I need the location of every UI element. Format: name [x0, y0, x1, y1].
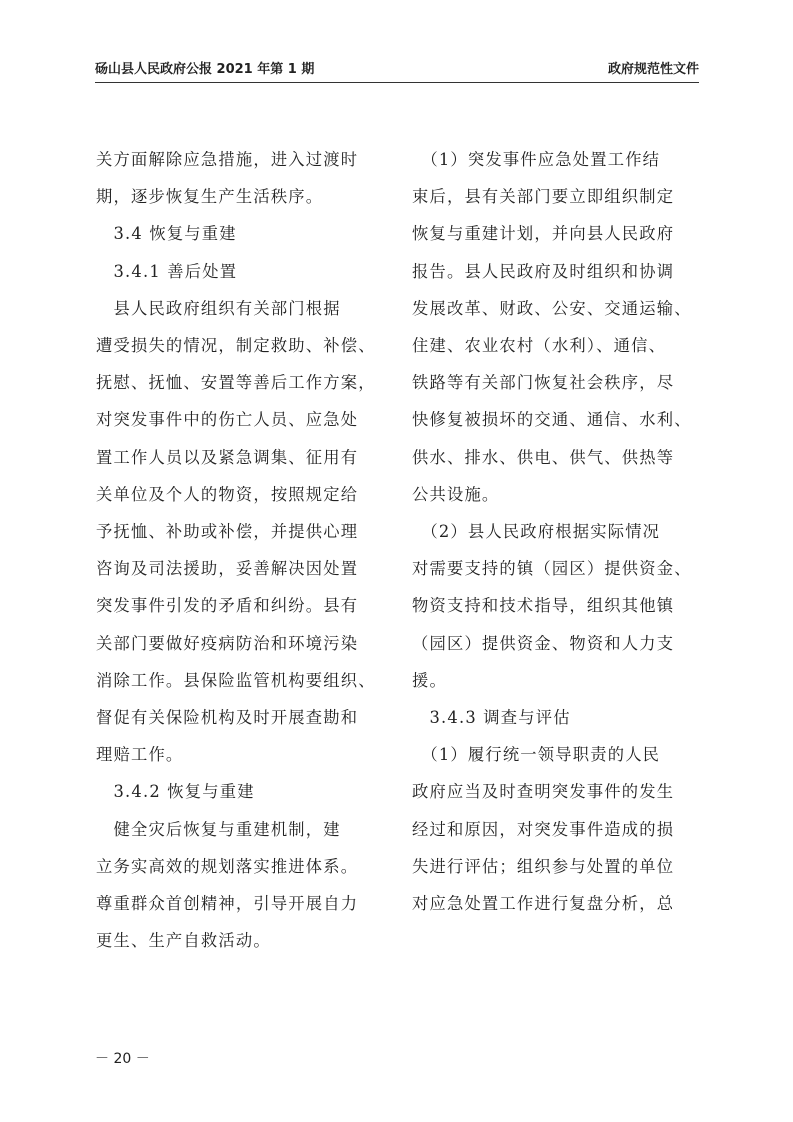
- text-line: 关部门要做好疫病防治和环境污染: [96, 633, 359, 653]
- text-line: 遭受损失的情况，制定救助、补偿、: [96, 336, 376, 356]
- text-line: 抚慰、抚恤、安置等善后工作方案，: [96, 373, 376, 393]
- section-title: 政府规范性文件: [607, 62, 699, 77]
- text-line: 住建、农业农村（水利）、通信、: [412, 336, 667, 356]
- page-number: － 20 －: [95, 1051, 150, 1067]
- text-line: 予抚恤、补助或补偿，并提供心理: [96, 522, 359, 542]
- text-line: 对突发事件中的伤亡人员、应急处: [96, 410, 359, 430]
- text-line: 援。: [412, 670, 447, 690]
- text-line: 咨询及司法援助，妥善解决因处置: [96, 559, 359, 579]
- text-line: 督促有关保险机构及时开展查勘和: [96, 708, 359, 728]
- text-line: 恢复与重建计划，并向县人民政府: [412, 224, 675, 244]
- text-line: 铁路等有关部门恢复社会秩序，尽: [412, 373, 675, 393]
- text-line: 消除工作。县保险监管机构要组织、: [96, 670, 376, 690]
- left-column: [96, 141, 386, 959]
- text-line: 更生、生产自救活动。: [96, 931, 271, 951]
- subsection-heading: 3.4.1 善后处置: [96, 261, 238, 281]
- text-line: 供水、排水、供电、供气、供热等: [412, 447, 675, 467]
- text-line: 对需要支持的镇（园区）提供资金、: [412, 559, 692, 579]
- text-line: 置工作人员以及紧急调集、征用有: [96, 447, 359, 467]
- text-line: 政府应当及时查明突发事件的发生: [412, 782, 675, 802]
- text-line: 经过和原因，对突发事件造成的损: [412, 819, 675, 839]
- right-column: [412, 141, 702, 922]
- text-line: 关单位及个人的物资，按照规定给: [96, 484, 359, 504]
- subsection-heading: 3.4.3 调查与评估: [412, 708, 571, 728]
- text-line: （园区）提供资金、物资和人力支: [412, 633, 675, 653]
- text-line: 期，逐步恢复生产生活秩序。: [96, 187, 324, 207]
- text-line: 尊重群众首创精神，引导开展自力: [96, 894, 359, 914]
- text-line: 对应急处置工作进行复盘分析，总: [412, 894, 675, 914]
- text-line: （1）履行统一领导职责的人民: [412, 745, 661, 765]
- text-line: 发展改革、财政、公安、交通运输、: [412, 298, 692, 318]
- text-line: 突发事件引发的矛盾和纠纷。县有: [96, 596, 359, 616]
- text-line: （2）县人民政府根据实际情况: [412, 522, 661, 542]
- text-line: 报告。县人民政府及时组织和协调: [412, 261, 675, 281]
- text-line: 立务实高效的规划落实推进体系。: [96, 856, 359, 876]
- subsection-heading: 3.4.2 恢复与重建: [96, 782, 255, 802]
- bulletin-title: 砀山县人民政府公报 2021 年第 1 期: [95, 62, 315, 77]
- page-header: [95, 60, 699, 83]
- text-line: （1）突发事件应急处置工作结: [412, 150, 661, 169]
- text-line: 快修复被损坏的交通、通信、水利、: [412, 410, 692, 430]
- text-line: 健全灾后恢复与重建机制，建: [96, 819, 341, 839]
- text-line: 理赔工作。: [96, 745, 184, 765]
- text-line: 关方面解除应急措施，进入过渡时: [96, 150, 359, 169]
- text-line: 公共设施。: [412, 484, 500, 504]
- section-heading: 3.4 恢复与重建: [96, 224, 237, 244]
- text-line: 失进行评估；组织参与处置的单位: [412, 856, 675, 876]
- text-line: 物资支持和技术指导，组织其他镇: [412, 596, 675, 616]
- text-line: 县人民政府组织有关部门根据: [96, 298, 341, 318]
- text-line: 束后，县有关部门要立即组织制定: [412, 187, 675, 207]
